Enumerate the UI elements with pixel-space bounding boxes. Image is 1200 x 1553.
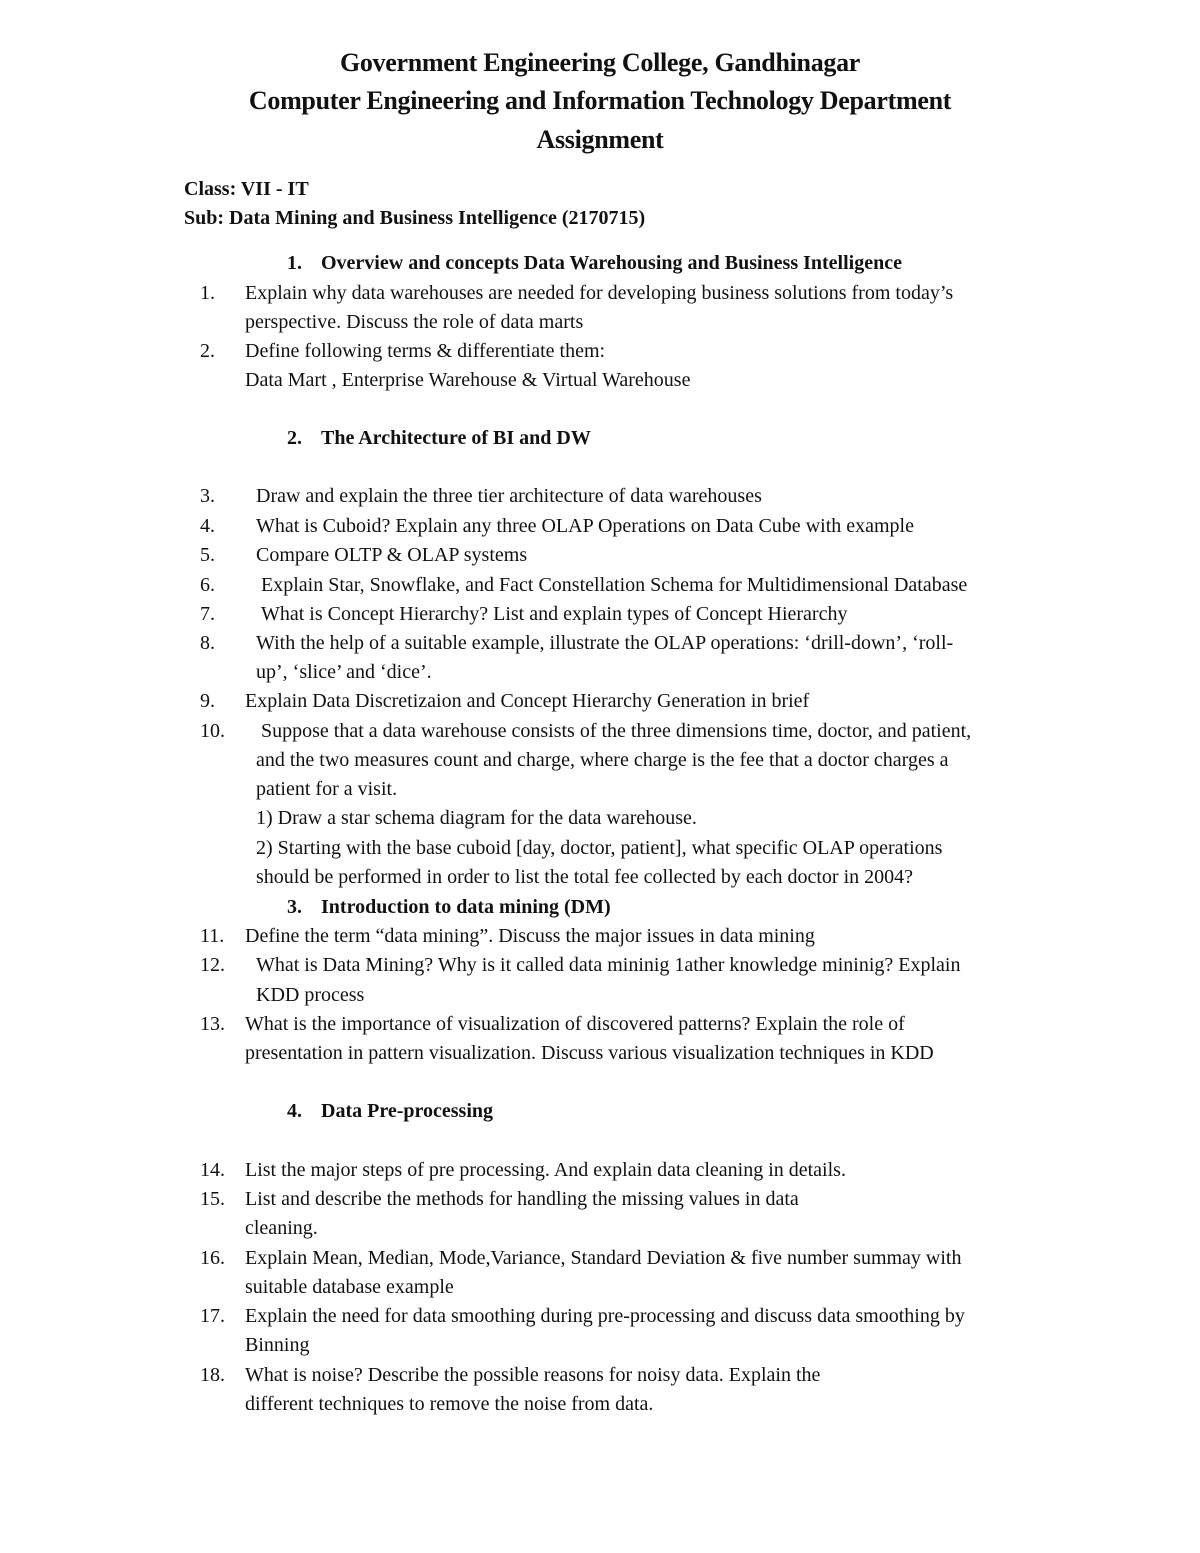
question-text: patient for a visit.	[256, 778, 398, 800]
question-number: 12.	[200, 954, 225, 976]
question-number: 3.	[200, 485, 215, 507]
question-text: cleaning.	[245, 1217, 318, 1239]
section-title: The Architecture of BI and DW	[321, 427, 591, 449]
question-text: presentation in pattern visualization. Discuss various visualization techniques in KDD	[245, 1042, 934, 1064]
question-text: KDD process	[256, 984, 365, 1006]
question-number: 9.	[200, 690, 215, 712]
section-title: Data Pre-processing	[321, 1100, 494, 1122]
question-text: What is Data Mining? Why is it called data mininig 1ather knowledge mininig? Explain	[256, 954, 961, 976]
question-text: List the major steps of pre processing. And explain data cleaning in details.	[245, 1159, 846, 1181]
question-number: 13.	[200, 1013, 225, 1035]
question-number: 7.	[200, 603, 215, 625]
question-text: and the two measures count and charge, where charge is the fee that a doctor charges a	[256, 749, 949, 771]
section-heading	[287, 250, 902, 276]
question-number: 17.	[200, 1305, 225, 1327]
question-text: Draw and explain the three tier architecture of data warehouses	[256, 485, 762, 507]
question-text: What is the importance of visualization of discovered patterns? Explain the role of	[245, 1013, 905, 1035]
question-text: perspective. Discuss the role of data marts	[245, 311, 584, 333]
section-title: Overview and concepts Data Warehousing and Business Intelligence	[321, 252, 902, 274]
question-text: suitable database example	[245, 1276, 454, 1298]
college-name: Government Engineering College, Gandhinagar	[339, 48, 861, 77]
question-text: What is noise? Describe the possible reasons for noisy data. Explain the	[245, 1364, 821, 1386]
department-name: Computer Engineering and Information Technology Department	[248, 86, 952, 115]
question-number: 2.	[200, 340, 215, 362]
question-text: 2) Starting with the base cuboid [day, doctor, patient], what specific OLAP operations	[256, 837, 943, 859]
question-text: up’, ‘slice’ and ‘dice’.	[256, 661, 432, 683]
question-text: Define following terms & differentiate them:	[245, 340, 606, 362]
question-number: 11.	[200, 925, 225, 947]
question-text: What is Cuboid? Explain any three OLAP Operations on Data Cube with example	[256, 515, 914, 537]
question-text: different techniques to remove the noise from data.	[245, 1393, 654, 1415]
question-number: 18.	[200, 1364, 225, 1386]
section-number: 4.	[287, 1100, 302, 1122]
question-text: With the help of a suitable example, illustrate the OLAP operations: ‘drill-down’, ‘roll-	[256, 632, 954, 654]
section-heading	[287, 425, 591, 451]
class-label: Class: VII - IT	[184, 178, 309, 200]
question-number: 14.	[200, 1159, 225, 1181]
question-number: 16.	[200, 1247, 225, 1269]
question-text: List and describe the methods for handling the missing values in data	[245, 1188, 799, 1210]
question-text: Explain Mean, Median, Mode,Variance, Standard Deviation & five number summay with	[245, 1247, 962, 1269]
question-number: 4.	[200, 515, 215, 537]
section-heading	[287, 1098, 493, 1124]
subject-label: Sub: Data Mining and Business Intelligence (2170715)	[184, 207, 646, 229]
question-text: Data Mart , Enterprise Warehouse & Virtual Warehouse	[245, 369, 691, 391]
question-text: Binning	[245, 1334, 310, 1356]
document-title: Assignment	[536, 125, 664, 154]
question-text: Explain the need for data smoothing during pre-processing and discuss data smoothing by	[245, 1305, 965, 1327]
section-heading	[287, 894, 611, 920]
question-number: 5.	[200, 544, 215, 566]
question-text: Explain Data Discretizaion and Concept Hierarchy Generation in brief	[245, 690, 810, 712]
question-number: 8.	[200, 632, 215, 654]
question-text: What is Concept Hierarchy? List and explain types of Concept Hierarchy	[261, 603, 848, 625]
section-number: 2.	[287, 427, 302, 449]
question-text: Compare OLTP & OLAP systems	[256, 544, 528, 566]
section-title: Introduction to data mining (DM)	[321, 896, 611, 918]
section-number: 3.	[287, 896, 302, 918]
question-number: 15.	[200, 1188, 225, 1210]
question-text: Explain why data warehouses are needed for developing business solutions from today’s	[245, 282, 954, 304]
question-number: 1.	[200, 282, 215, 304]
section-number: 1.	[287, 252, 302, 274]
question-number: 10.	[200, 720, 225, 742]
question-text: Suppose that a data warehouse consists of the three dimensions time, doctor, and patient,	[261, 720, 972, 742]
question-number: 6.	[200, 574, 215, 596]
question-text: Explain Star, Snowflake, and Fact Constellation Schema for Multidimensional Database	[261, 574, 968, 596]
question-text: Define the term “data mining”. Discuss the major issues in data mining	[245, 925, 815, 947]
question-text: 1) Draw a star schema diagram for the data warehouse.	[256, 807, 697, 829]
question-text: should be performed in order to list the total fee collected by each doctor in 2004?	[256, 866, 914, 888]
